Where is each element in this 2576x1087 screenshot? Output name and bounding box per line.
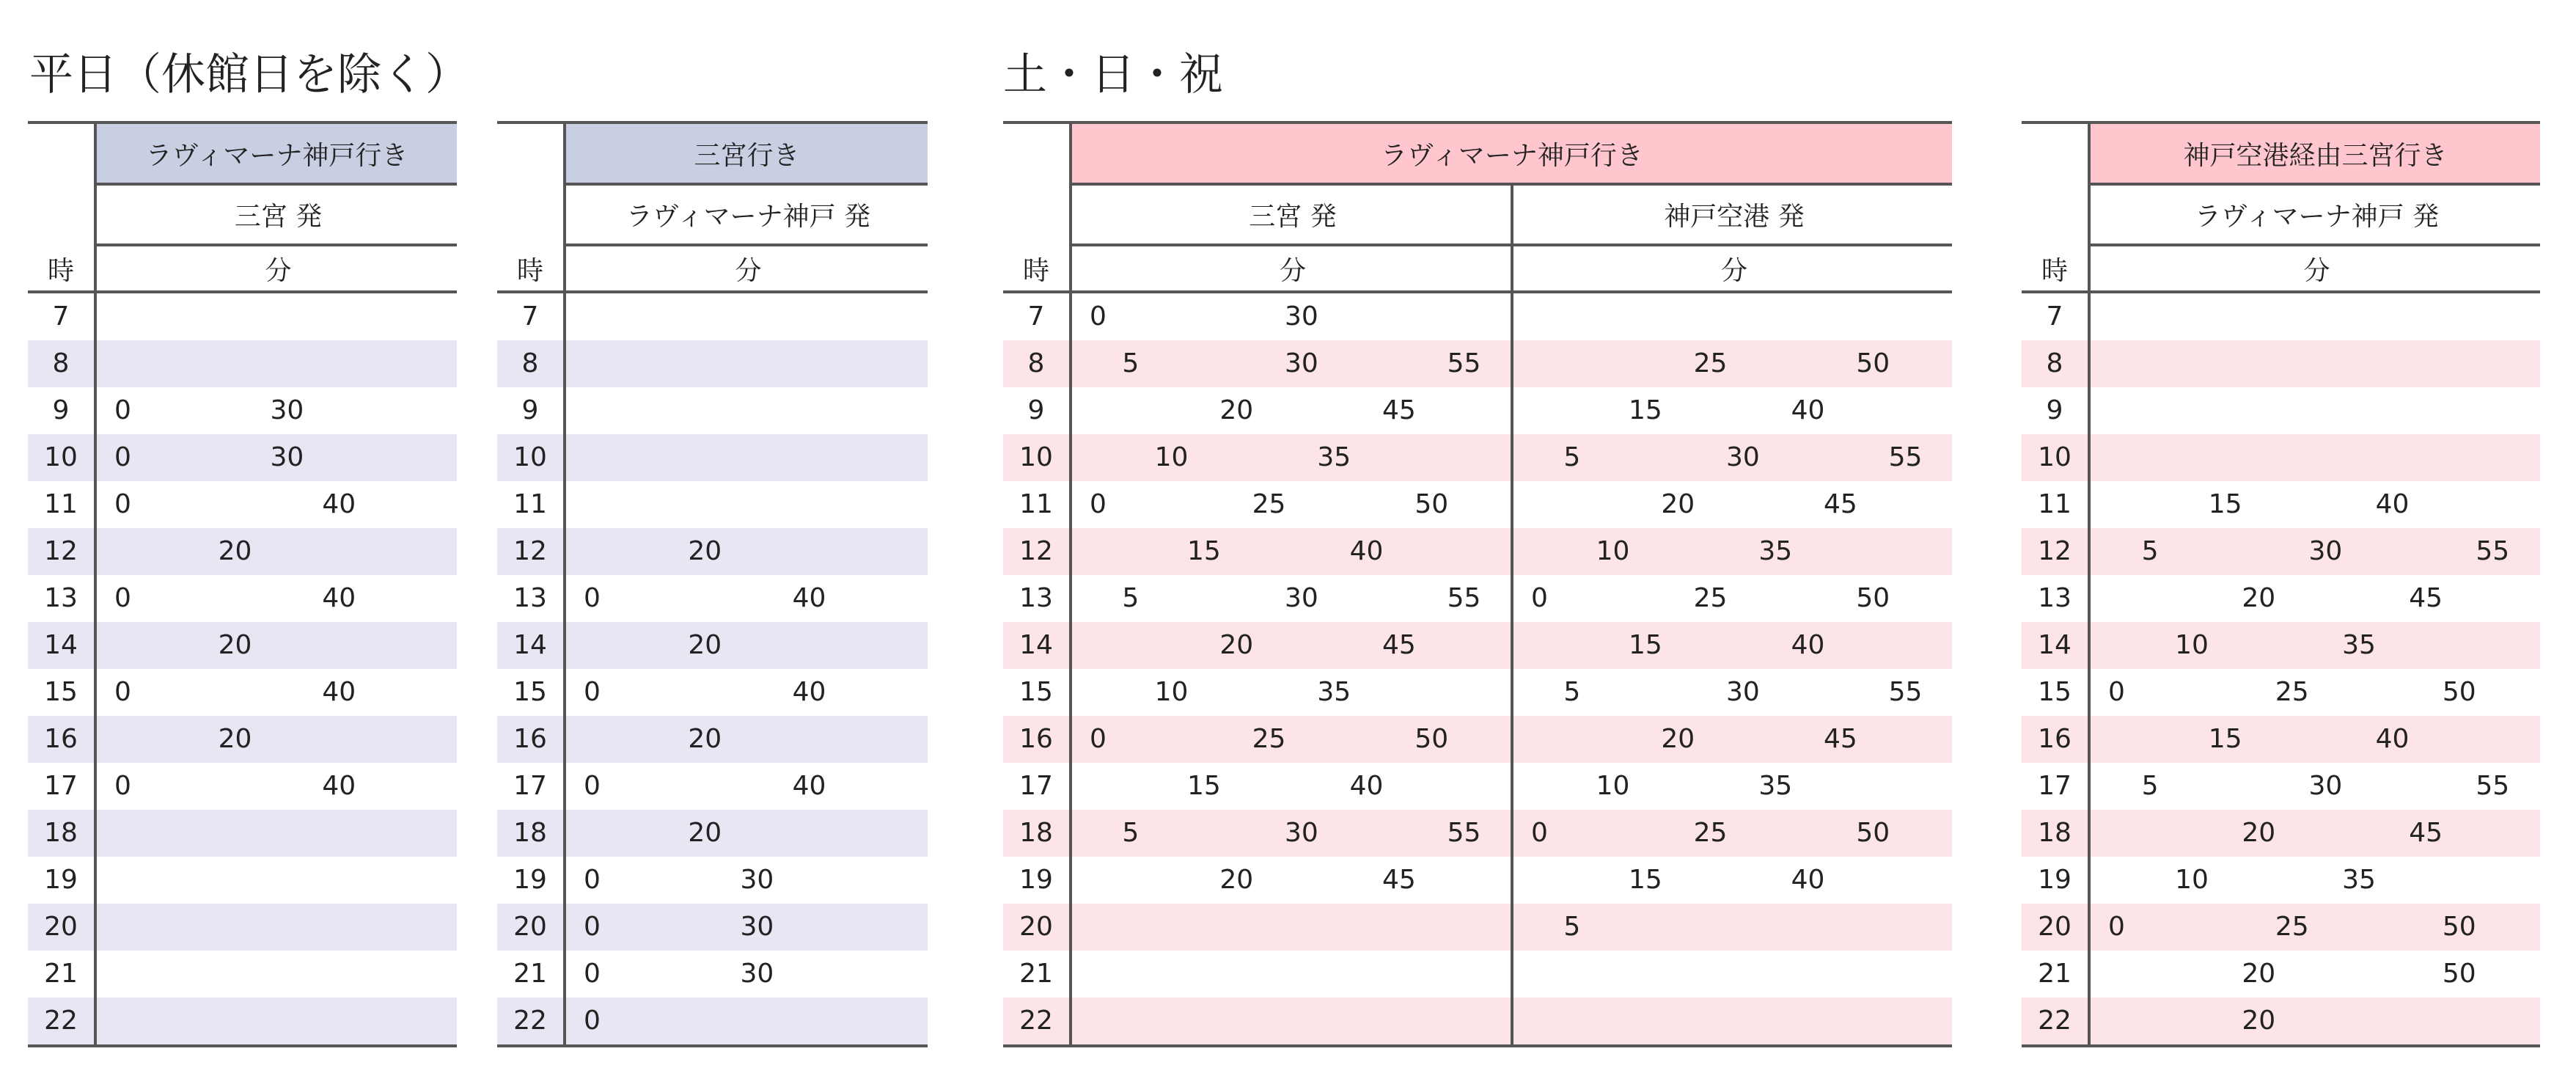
hour-cell: 15 bbox=[44, 677, 78, 707]
hour-cell: 16 bbox=[2038, 724, 2072, 754]
departure-minute: 45 bbox=[1824, 724, 1857, 754]
departure-minute: 0 bbox=[584, 583, 601, 613]
hour-cell: 16 bbox=[44, 724, 78, 754]
hour-cell: 19 bbox=[1019, 865, 1053, 895]
hour-cell: 9 bbox=[521, 395, 539, 425]
departure-minute: 0 bbox=[114, 395, 131, 425]
departure-minute: 30 bbox=[2308, 536, 2343, 566]
departure-minute: 0 bbox=[114, 583, 131, 613]
departure-minute: 10 bbox=[2175, 865, 2209, 895]
hour-cell: 9 bbox=[2046, 395, 2063, 425]
hour-cell: 12 bbox=[44, 536, 78, 566]
departure-minute: 0 bbox=[114, 677, 131, 707]
departure-minute: 5 bbox=[2141, 536, 2159, 566]
departure-minute: 20 bbox=[218, 536, 252, 566]
departure-minute: 50 bbox=[2442, 912, 2476, 942]
row-stripe bbox=[1003, 434, 1952, 481]
departure-minute: 10 bbox=[1596, 771, 1630, 801]
hour-cell: 17 bbox=[1019, 771, 1053, 801]
departure-minute: 30 bbox=[1285, 301, 1318, 332]
departure-minute: 10 bbox=[2175, 630, 2209, 660]
departure-minute: 20 bbox=[218, 630, 252, 660]
departure-minute: 40 bbox=[322, 677, 356, 707]
row-stripe bbox=[2022, 622, 2540, 669]
hour-cell: 7 bbox=[52, 301, 70, 332]
hour-cell: 8 bbox=[2046, 348, 2063, 378]
departure-minute: 15 bbox=[1187, 771, 1221, 801]
hour-cell: 10 bbox=[2038, 442, 2072, 472]
departure-minute: 20 bbox=[2242, 959, 2276, 989]
departure-minute: 55 bbox=[1447, 348, 1481, 378]
timetable-weekday-1 bbox=[497, 121, 928, 1047]
departure-minute: 35 bbox=[1317, 442, 1351, 472]
departure-minute: 20 bbox=[688, 724, 722, 754]
departure-minute: 40 bbox=[1791, 865, 1825, 895]
hour-cell: 7 bbox=[1027, 301, 1045, 332]
departure-minute: 0 bbox=[584, 771, 601, 801]
hour-cell: 22 bbox=[1019, 1006, 1053, 1036]
departure-minute: 0 bbox=[1531, 583, 1548, 613]
departure-minute: 0 bbox=[2108, 677, 2125, 707]
timetable-weekday-0 bbox=[28, 121, 457, 1047]
row-stripe bbox=[2022, 998, 2540, 1044]
row-stripe bbox=[2022, 810, 2540, 857]
departure-minute: 0 bbox=[584, 1006, 601, 1036]
departure-minute: 20 bbox=[1219, 630, 1254, 660]
hour-cell: 17 bbox=[513, 771, 547, 801]
hour-cell: 13 bbox=[44, 583, 78, 613]
departure-minute: 5 bbox=[1563, 677, 1581, 707]
departure-minute: 35 bbox=[1758, 771, 1793, 801]
column-rule bbox=[1511, 183, 1513, 1047]
departure-minute: 0 bbox=[584, 959, 601, 989]
hour-cell: 18 bbox=[1019, 818, 1053, 848]
hour-cell: 14 bbox=[1019, 630, 1053, 660]
departure-minute: 30 bbox=[1285, 818, 1318, 848]
minute-header: 分 bbox=[2303, 255, 2330, 286]
departure-minute: 55 bbox=[1888, 442, 1923, 472]
destination-header: ラヴィマーナ神戸行き bbox=[97, 124, 457, 183]
departure-minute: 40 bbox=[1791, 630, 1825, 660]
departure-minute: 20 bbox=[2242, 1006, 2276, 1036]
hour-cell: 13 bbox=[513, 583, 547, 613]
hour-cell: 22 bbox=[513, 1006, 547, 1036]
table-rule bbox=[1003, 290, 1952, 293]
hour-cell: 20 bbox=[1019, 912, 1053, 942]
departure-minute: 45 bbox=[2409, 818, 2443, 848]
departure-minute: 0 bbox=[114, 489, 131, 519]
departure-header: ラヴィマーナ神戸 発 bbox=[625, 202, 871, 232]
departure-minute: 55 bbox=[2476, 536, 2510, 566]
timetable-holiday-1 bbox=[2022, 121, 2540, 1047]
table-rule bbox=[28, 1044, 457, 1047]
departure-minute: 20 bbox=[2242, 583, 2276, 613]
departure-minute: 5 bbox=[1563, 912, 1581, 942]
destination-header: 三宮行き bbox=[566, 124, 928, 183]
departure-minute: 5 bbox=[2141, 771, 2159, 801]
hour-cell: 12 bbox=[513, 536, 547, 566]
hour-header: 時 bbox=[2041, 255, 2068, 286]
destination-header: 神戸空港経由三宮行き bbox=[2091, 124, 2540, 183]
departure-minute: 50 bbox=[1856, 348, 1890, 378]
table-rule bbox=[1003, 1044, 1952, 1047]
hour-cell: 19 bbox=[513, 865, 547, 895]
hour-cell: 20 bbox=[513, 912, 547, 942]
departure-minute: 30 bbox=[740, 959, 774, 989]
hour-cell: 8 bbox=[521, 348, 539, 378]
departure-minute: 30 bbox=[740, 865, 774, 895]
departure-minute: 35 bbox=[1317, 677, 1351, 707]
departure-minute: 30 bbox=[1726, 677, 1760, 707]
hour-cell: 20 bbox=[2038, 912, 2072, 942]
minute-header: 分 bbox=[1279, 255, 1306, 286]
row-stripe bbox=[2022, 528, 2540, 575]
departure-minute: 40 bbox=[792, 771, 826, 801]
departure-minute: 40 bbox=[322, 583, 356, 613]
departure-minute: 40 bbox=[1349, 771, 1384, 801]
departure-minute: 25 bbox=[1252, 489, 1286, 519]
hour-cell: 15 bbox=[2038, 677, 2072, 707]
departure-minute: 0 bbox=[584, 912, 601, 942]
departure-minute: 10 bbox=[1154, 677, 1189, 707]
hour-cell: 18 bbox=[2038, 818, 2072, 848]
hour-cell: 20 bbox=[44, 912, 78, 942]
hour-cell: 10 bbox=[513, 442, 547, 472]
departure-minute: 30 bbox=[740, 912, 774, 942]
departure-minute: 15 bbox=[1629, 630, 1662, 660]
hour-cell: 12 bbox=[1019, 536, 1053, 566]
departure-minute: 20 bbox=[688, 630, 722, 660]
hour-cell: 21 bbox=[2038, 959, 2072, 989]
departure-minute: 15 bbox=[1629, 395, 1662, 425]
departure-minute: 10 bbox=[1154, 442, 1189, 472]
hour-cell: 18 bbox=[513, 818, 547, 848]
minute-header: 分 bbox=[735, 255, 762, 286]
departure-minute: 20 bbox=[1661, 724, 1695, 754]
departure-minute: 5 bbox=[1122, 348, 1140, 378]
departure-minute: 45 bbox=[1382, 630, 1416, 660]
hour-cell: 13 bbox=[2038, 583, 2072, 613]
hour-cell: 16 bbox=[513, 724, 547, 754]
departure-minute: 45 bbox=[1382, 865, 1416, 895]
hour-cell: 7 bbox=[2046, 301, 2063, 332]
row-stripe bbox=[2022, 340, 2540, 387]
hour-cell: 14 bbox=[44, 630, 78, 660]
departure-minute: 15 bbox=[1187, 536, 1221, 566]
hour-cell: 11 bbox=[44, 489, 78, 519]
hour-cell: 18 bbox=[44, 818, 78, 848]
departure-minute: 45 bbox=[2409, 583, 2443, 613]
departure-minute: 0 bbox=[584, 865, 601, 895]
section-title-weekday: 平日（休館日を除く） bbox=[29, 49, 469, 100]
row-stripe bbox=[2022, 434, 2540, 481]
hour-header: 時 bbox=[1022, 255, 1049, 286]
departure-minute: 30 bbox=[270, 395, 304, 425]
departure-minute: 50 bbox=[1856, 583, 1890, 613]
hour-cell: 22 bbox=[44, 1006, 78, 1036]
departure-minute: 35 bbox=[1758, 536, 1793, 566]
hour-cell: 12 bbox=[2038, 536, 2072, 566]
departure-minute: 40 bbox=[322, 489, 356, 519]
row-stripe bbox=[2022, 716, 2540, 763]
departure-minute: 5 bbox=[1122, 583, 1140, 613]
departure-minute: 30 bbox=[1285, 348, 1318, 378]
departure-header: 三宮 発 bbox=[234, 202, 323, 232]
departure-minute: 55 bbox=[1447, 818, 1481, 848]
destination-header: ラヴィマーナ神戸行き bbox=[1072, 124, 1952, 183]
departure-minute: 40 bbox=[2375, 489, 2410, 519]
departure-minute: 15 bbox=[2208, 489, 2242, 519]
departure-minute: 0 bbox=[114, 442, 131, 472]
departure-minute: 25 bbox=[1693, 818, 1728, 848]
row-stripe bbox=[1003, 998, 1952, 1044]
departure-minute: 40 bbox=[322, 771, 356, 801]
hour-cell: 8 bbox=[1027, 348, 1045, 378]
departure-minute: 40 bbox=[792, 583, 826, 613]
departure-minute: 20 bbox=[1219, 395, 1254, 425]
hour-cell: 14 bbox=[2038, 630, 2072, 660]
table-rule bbox=[2022, 1044, 2540, 1047]
hour-cell: 21 bbox=[44, 959, 78, 989]
hour-cell: 21 bbox=[513, 959, 547, 989]
hour-header: 時 bbox=[516, 255, 543, 286]
departure-minute: 15 bbox=[2208, 724, 2242, 754]
departure-minute: 40 bbox=[792, 677, 826, 707]
departure-minute: 30 bbox=[1285, 583, 1318, 613]
hour-cell: 10 bbox=[1019, 442, 1053, 472]
hour-cell: 8 bbox=[52, 348, 70, 378]
hour-cell: 10 bbox=[44, 442, 78, 472]
departure-minute: 50 bbox=[2442, 959, 2476, 989]
hour-cell: 7 bbox=[521, 301, 539, 332]
departure-minute: 45 bbox=[1382, 395, 1416, 425]
departure-header: 神戸空港 発 bbox=[1664, 202, 1805, 232]
departure-minute: 20 bbox=[2242, 818, 2276, 848]
hour-cell: 17 bbox=[44, 771, 78, 801]
departure-minute: 20 bbox=[1661, 489, 1695, 519]
departure-minute: 5 bbox=[1122, 818, 1140, 848]
hour-cell: 15 bbox=[1019, 677, 1053, 707]
hour-cell: 9 bbox=[52, 395, 70, 425]
departure-minute: 50 bbox=[1414, 724, 1449, 754]
minute-header: 分 bbox=[265, 255, 292, 286]
hour-cell: 19 bbox=[44, 865, 78, 895]
hour-header: 時 bbox=[47, 255, 74, 286]
hour-cell: 16 bbox=[1019, 724, 1053, 754]
departure-minute: 55 bbox=[1447, 583, 1481, 613]
departure-minute: 45 bbox=[1824, 489, 1857, 519]
departure-minute: 0 bbox=[1090, 724, 1107, 754]
departure-minute: 0 bbox=[114, 771, 131, 801]
departure-minute: 0 bbox=[1531, 818, 1548, 848]
departure-minute: 55 bbox=[1888, 677, 1923, 707]
section-title-holiday: 土・日・祝 bbox=[1003, 49, 1223, 100]
departure-minute: 25 bbox=[2275, 912, 2309, 942]
departure-minute: 20 bbox=[688, 818, 722, 848]
hour-cell: 21 bbox=[1019, 959, 1053, 989]
departure-header: ラヴィマーナ神戸 発 bbox=[2194, 202, 2440, 232]
hour-cell: 11 bbox=[513, 489, 547, 519]
departure-minute: 5 bbox=[1563, 442, 1581, 472]
hour-cell: 17 bbox=[2038, 771, 2072, 801]
departure-minute: 30 bbox=[2308, 771, 2343, 801]
departure-minute: 0 bbox=[1090, 301, 1107, 332]
departure-minute: 50 bbox=[1414, 489, 1449, 519]
hour-cell: 19 bbox=[2038, 865, 2072, 895]
departure-minute: 25 bbox=[1693, 348, 1728, 378]
departure-minute: 40 bbox=[1349, 536, 1384, 566]
departure-header: 三宮 発 bbox=[1249, 202, 1337, 232]
minute-header: 分 bbox=[1720, 255, 1747, 286]
departure-minute: 30 bbox=[270, 442, 304, 472]
departure-minute: 50 bbox=[2442, 677, 2476, 707]
hour-cell: 14 bbox=[513, 630, 547, 660]
departure-minute: 30 bbox=[1726, 442, 1760, 472]
departure-minute: 55 bbox=[2476, 771, 2510, 801]
departure-minute: 35 bbox=[2342, 865, 2376, 895]
hour-cell: 9 bbox=[1027, 395, 1045, 425]
row-stripe bbox=[1003, 716, 1952, 763]
row-stripe bbox=[1003, 528, 1952, 575]
departure-minute: 20 bbox=[218, 724, 252, 754]
departure-minute: 25 bbox=[1693, 583, 1728, 613]
departure-minute: 35 bbox=[2342, 630, 2376, 660]
departure-minute: 0 bbox=[584, 677, 601, 707]
departure-minute: 0 bbox=[2108, 912, 2125, 942]
hour-cell: 15 bbox=[513, 677, 547, 707]
departure-minute: 25 bbox=[2275, 677, 2309, 707]
departure-minute: 40 bbox=[1791, 395, 1825, 425]
hour-cell: 22 bbox=[2038, 1006, 2072, 1036]
departure-minute: 20 bbox=[1219, 865, 1254, 895]
hour-cell: 13 bbox=[1019, 583, 1053, 613]
departure-minute: 40 bbox=[2375, 724, 2410, 754]
timetable-holiday-0 bbox=[1003, 121, 1952, 1047]
departure-minute: 10 bbox=[1596, 536, 1630, 566]
row-stripe bbox=[1003, 904, 1952, 951]
departure-minute: 50 bbox=[1856, 818, 1890, 848]
departure-minute: 20 bbox=[688, 536, 722, 566]
departure-minute: 0 bbox=[1090, 489, 1107, 519]
departure-minute: 15 bbox=[1629, 865, 1662, 895]
departure-minute: 25 bbox=[1252, 724, 1286, 754]
hour-cell: 11 bbox=[1019, 489, 1053, 519]
table-rule bbox=[2022, 290, 2540, 293]
table-rule bbox=[497, 1044, 928, 1047]
hour-cell: 11 bbox=[2038, 489, 2072, 519]
